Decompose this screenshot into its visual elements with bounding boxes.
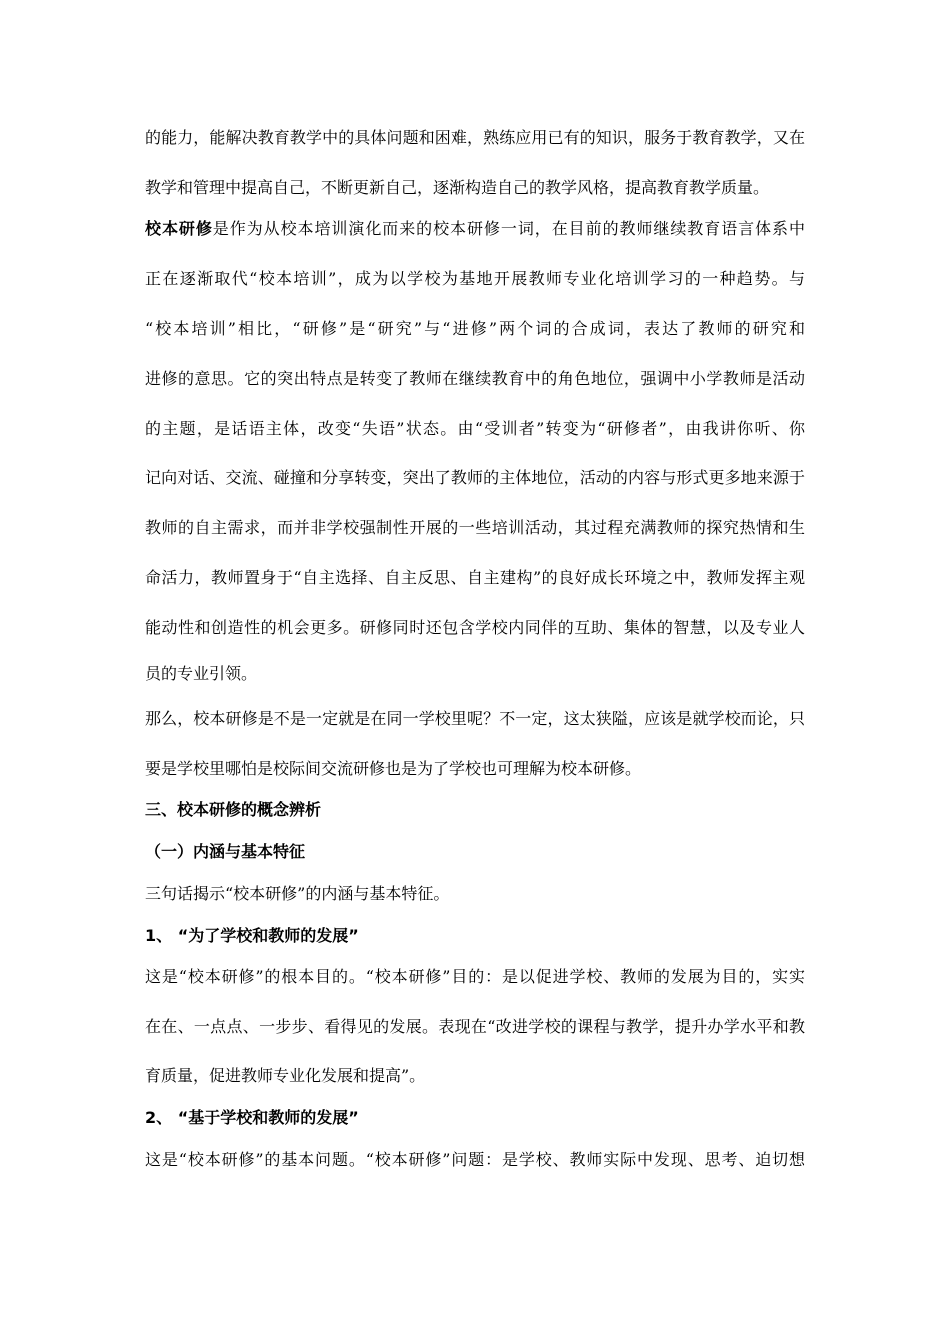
section-heading: 三、校本研修的概念辨析 — [145, 800, 322, 819]
paragraph-line: 命活力，教师置身于“自主选择、自主反思、自主建构”的良好成长环境之中，教师发挥主观 — [145, 568, 805, 587]
paragraph-line: 记向对话、交流、碰撞和分享转变，突出了教师的主体地位，活动的内容与形式更多地来源于 — [145, 468, 805, 487]
paragraph-line: 正在逐渐取代“校本培训”，成为以学校为基地开展教师专业化培训学习的一种趋势。与 — [145, 269, 805, 288]
paragraph-line: 员的专业引领。 — [145, 664, 258, 683]
paragraph-line — [145, 219, 805, 239]
paragraph-line: 三句话揭示“校本研修”的内涵与基本特征。 — [145, 884, 450, 903]
subsection-heading: （一）内涵与基本特征 — [145, 842, 306, 861]
paragraph-line: 那么，校本研修是不是一定就是在同一学校里呢？不一定，这太狭隘，应该是就学校而论，只 — [145, 709, 805, 728]
paragraph-line: 能动性和创造性的机会更多。研修同时还包含学校内同伴的互助、集体的智慧，以及专业人 — [145, 618, 805, 637]
paragraph-line: 要是学校里哪怕是校际间交流研修也是为了学校也可理解为校本研修。 — [145, 759, 642, 778]
paragraph-line: 进修的意思。它的突出特点是转变了教师在继续教育中的角色地位，强调中小学教师是活动 — [145, 369, 805, 388]
paragraph-line: 这是“校本研修”的基本问题。“校本研修”问题：是学校、教师实际中发现、思考、迫切想 — [145, 1150, 805, 1169]
paragraph-line: 的主题，是话语主体，改变“失语”状态。由“受训者”转变为“研修者”，由我讲你听、你 — [145, 419, 805, 438]
paragraph-line: 教学和管理中提高自己，不断更新自己，逐渐构造自己的教学风格，提高教育教学质量。 — [145, 178, 770, 197]
paragraph-text: 是作为从校本培训演化而来的校本研修一词，在目前的教师继续教育语言体系中 — [212, 219, 805, 238]
paragraph-line: 这是“校本研修”的根本目的。“校本研修”目的：是以促进学校、教师的发展为目的，实实 — [145, 967, 805, 986]
paragraph-line: 育质量，促进教师专业化发展和提高”。 — [145, 1066, 426, 1085]
bold-term: 校本研修 — [145, 219, 213, 238]
paragraph-line: 的能力，能解决教育教学中的具体问题和困难，熟练应用已有的知识，服务于教育教学，又在 — [145, 128, 805, 147]
paragraph-line: 在在、一点点、一步步、看得见的发展。表现在“改进学校的课程与教学，提升办学水平和教 — [145, 1017, 805, 1036]
point-heading: 2、 “基于学校和教师的发展” — [145, 1108, 359, 1127]
paragraph-line: 教师的自主需求，而并非学校强制性开展的一些培训活动，其过程充满教师的探究热情和生 — [145, 518, 805, 537]
point-heading: 1、 “为了学校和教师的发展” — [145, 926, 359, 945]
paragraph-line: “校本培训”相比，“研修”是“研究”与“进修”两个词的合成词，表达了教师的研究和 — [145, 319, 805, 338]
